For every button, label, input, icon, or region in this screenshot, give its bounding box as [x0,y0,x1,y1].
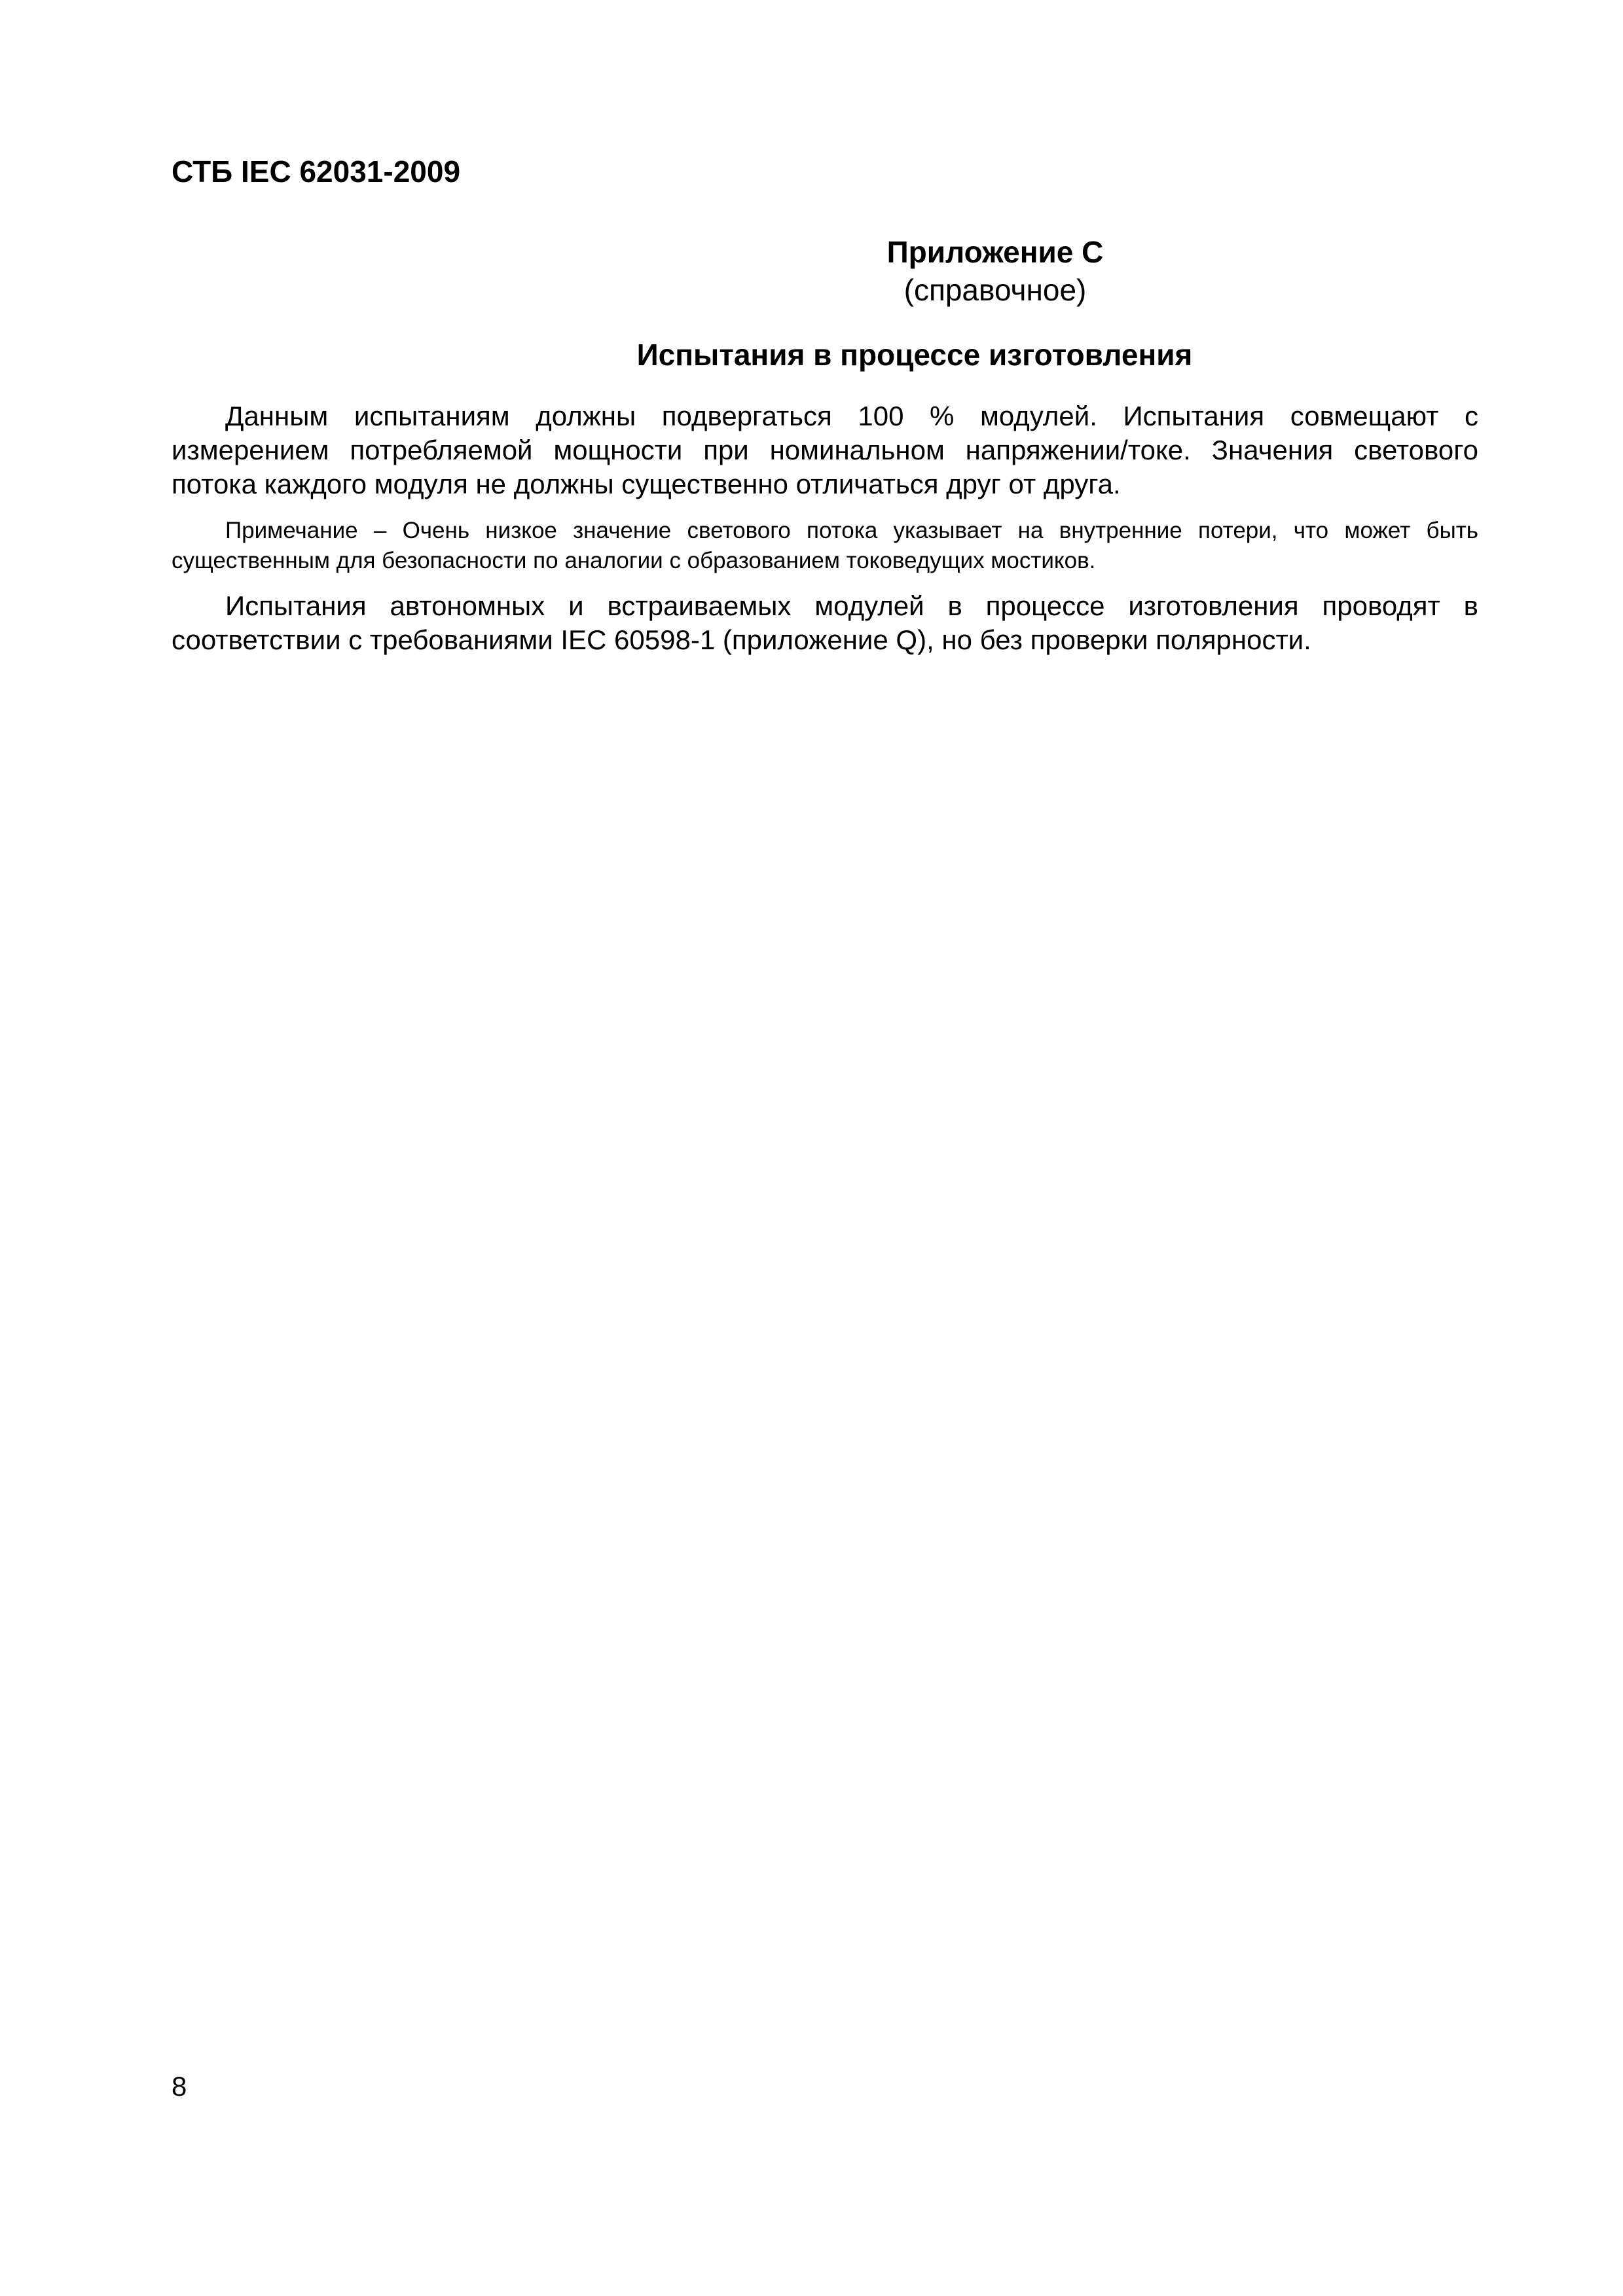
paragraph-production-tests: Данным испытаниям должны подвергаться 100 % модулей. Испытания совмещают с измерением потребляемой мощности при номинальном напряжении/токе. Значения светового потока каждого модуля не должны существенно отличаться друг от друга. [172,401,1478,499]
annex-heading [172,232,1478,308]
document-code: СТБ IEC 62031-2009 [172,154,461,188]
note-luminous-flux: Примечание – Очень низкое значение светового потока указывает на внутренние потери, что может быть существенным для безопасности по аналогии с образованием токоведущих мостиков. [172,518,1478,573]
paragraph-module-tests: Испытания автономных и встраиваемых модулей в процессе изготовления проводят в соответствии с требованиями IEC 60598-1 (приложение Q), но без проверки полярности. [172,590,1478,655]
annex-status: (справочное) [903,273,1087,307]
document-body [172,399,1478,657]
section-title-text: Испытания в процессе изготовления [636,338,1193,372]
page-number: 8 [172,2071,187,2102]
annex-title: Приложение С [886,235,1104,269]
section-title [172,335,1623,374]
